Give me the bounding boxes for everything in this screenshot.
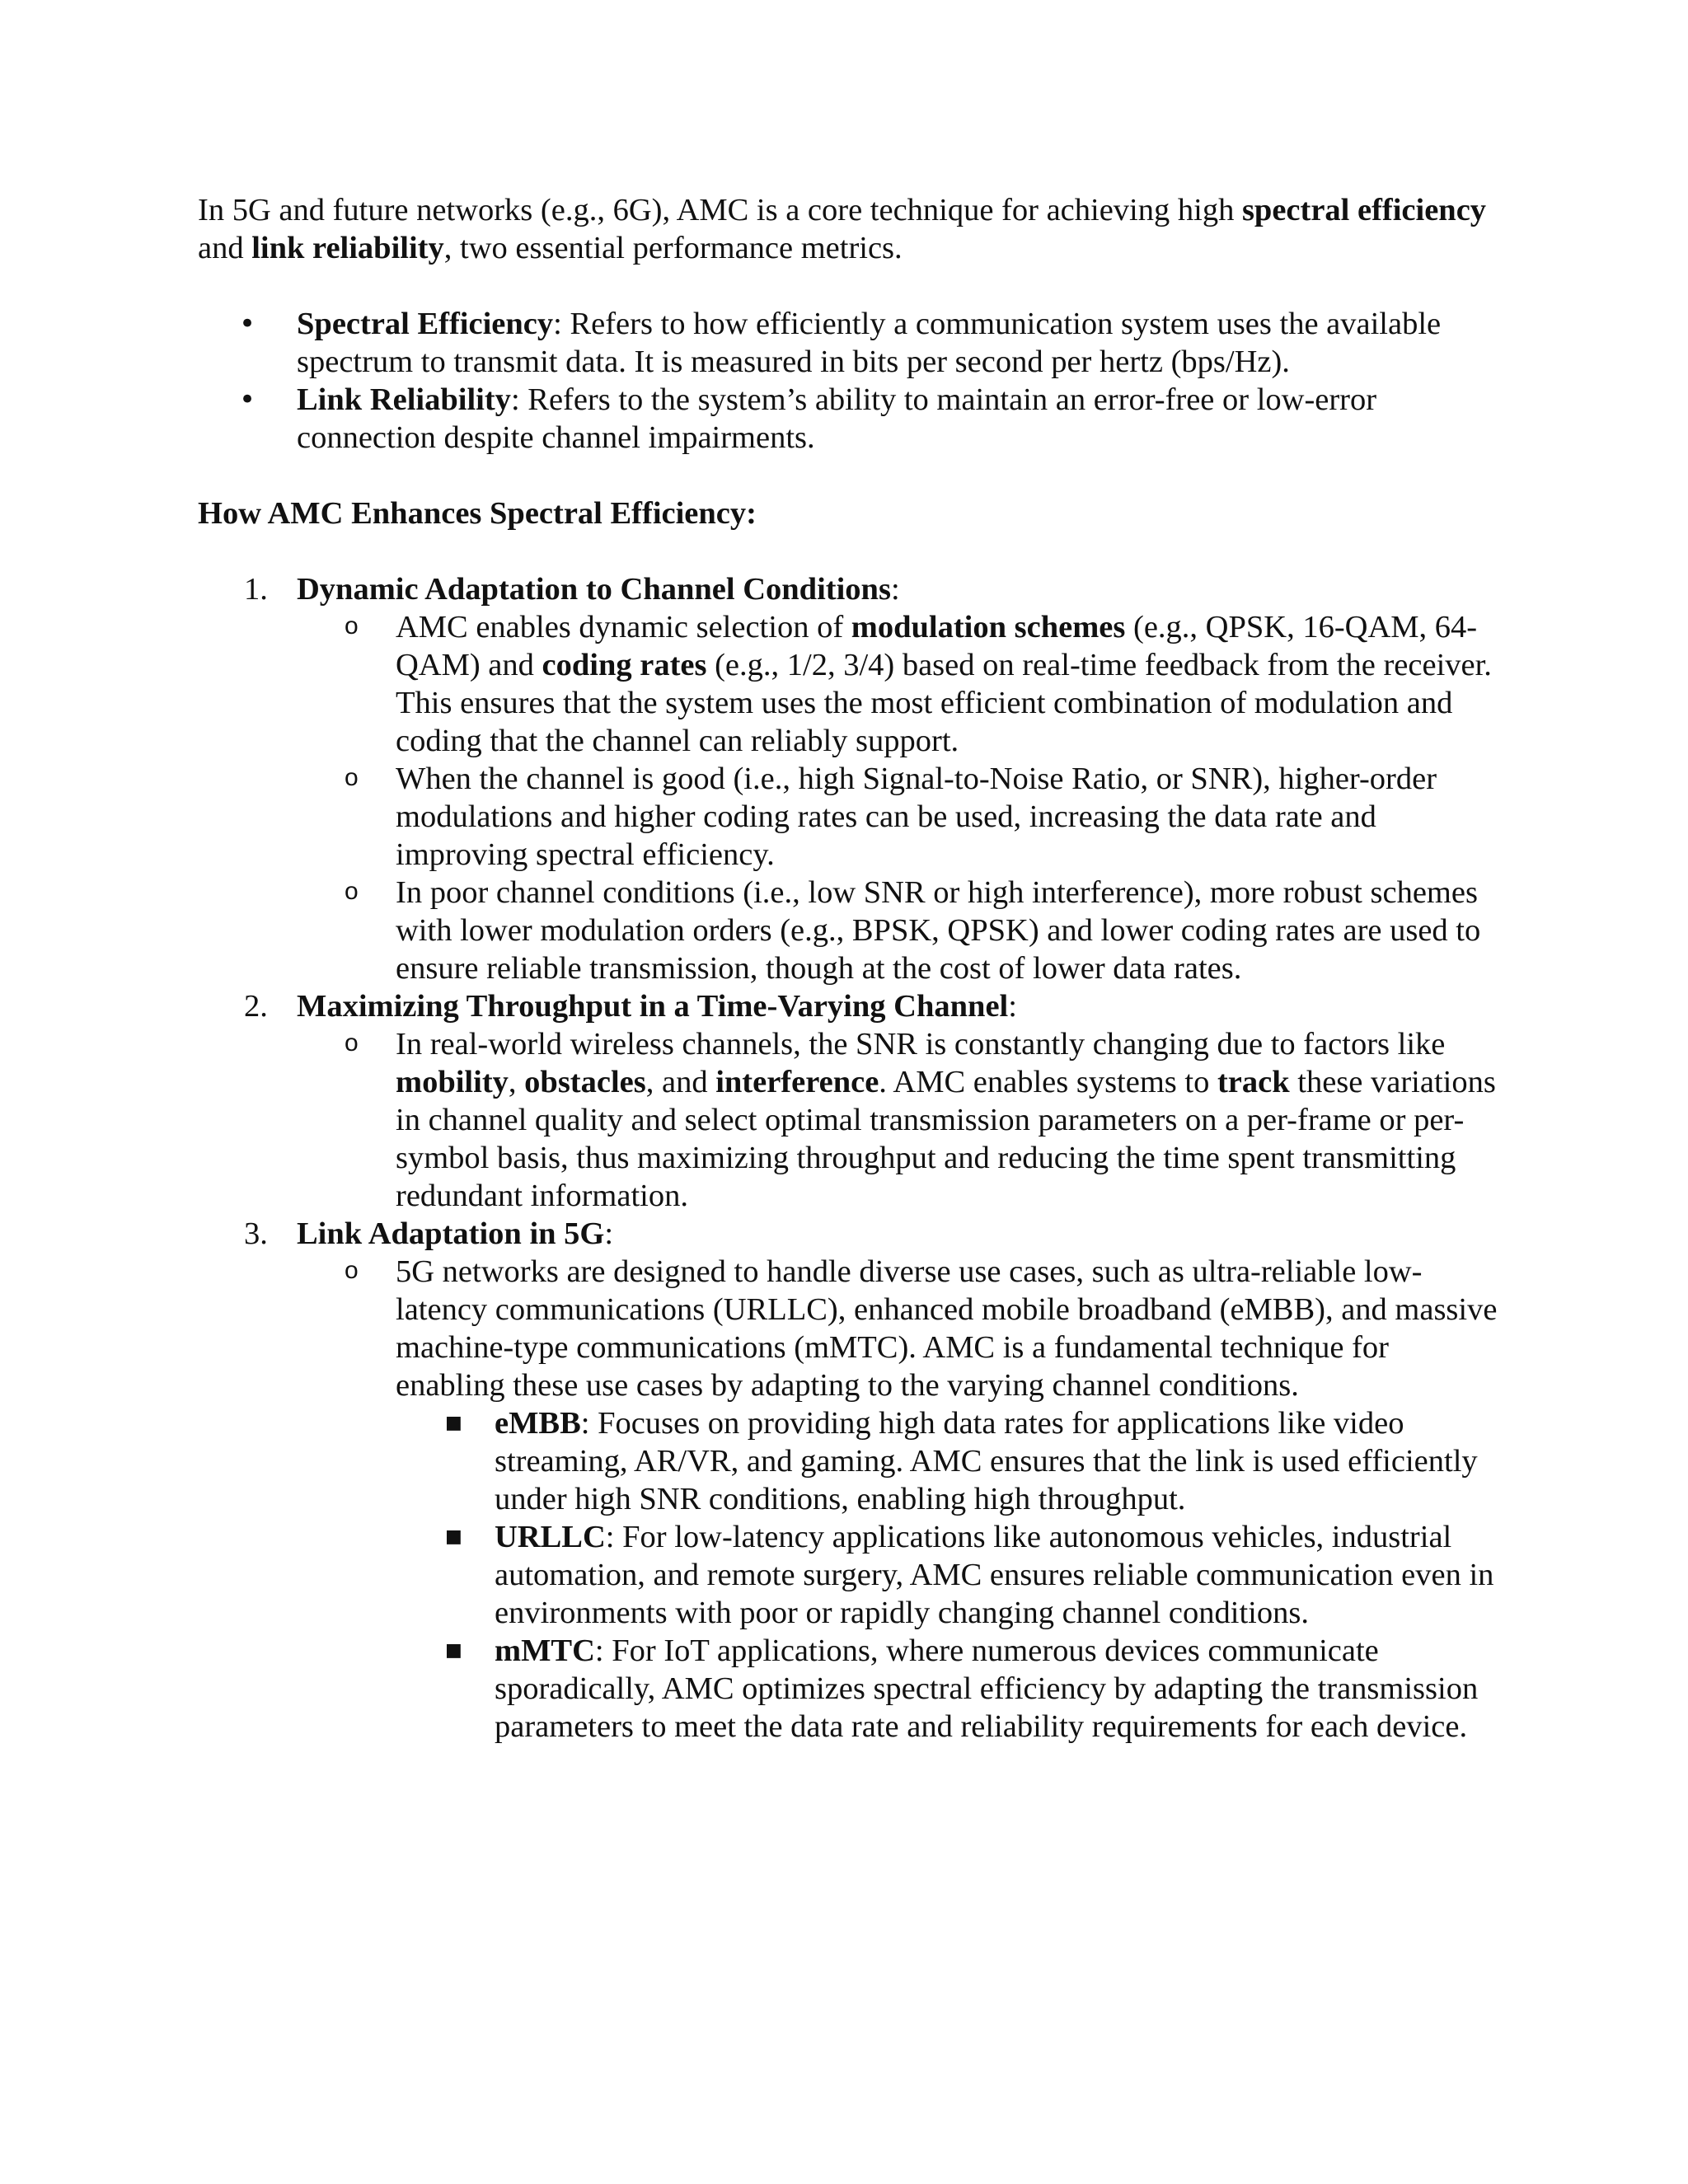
sub-list bbox=[297, 608, 1500, 987]
bullet-link-reliability: • Link Reliability: Refers to the system’s ability to maintain an error-free or low-error connection despite channel impairments. bbox=[239, 382, 1377, 455]
sub-item: o When the channel is good (i.e., high Signal-to-Noise Ratio, or SNR), higher-order modulations and higher coding rates can be used, increasing the data rate and improving spectral efficiency. bbox=[297, 760, 1500, 874]
sub-list bbox=[297, 1025, 1500, 1215]
intro-paragraph: In 5G and future networks (e.g., 6G), AMC is a core technique for achieving high spectral efficiency and link reliability, two essential performance metrics. bbox=[198, 193, 1487, 265]
sub-item: o AMC enables dynamic selection of modulation schemes (e.g., QPSK, 16-QAM, 64-QAM) and coding rates (e.g., 1/2, 3/4) based on real-time feedback from the receiver. This ensures that the system uses the most efficient combination of modulation and coding that the channel can reliably support. bbox=[297, 608, 1500, 760]
sub-item: o In poor channel conditions (i.e., low SNR or high interference), more robust schemes with lower modulation orders (e.g., BPSK, QPSK) and lower coding rates are used to ensure reliable transmission, though at the cost of lower data rates. bbox=[297, 874, 1500, 987]
use-case-urllc: ■ URLLC: For low-latency applications like autonomous vehicles, industrial automation, and remote surgery, AMC ensures reliable communication even in environments with poor or rapidly changing channel conditions. bbox=[445, 1520, 1494, 1630]
bullet-dot-icon: • bbox=[239, 307, 256, 340]
sub-item: o In real-world wireless channels, the SNR is constantly changing due to factors like mobility, obstacles, and interference. AMC enables systems to track these variations in channel quality and select optimal transmission parameters on a per-frame or per-symbol basis, thus maximizing throughput and reducing the time spent transmitting redundant information. bbox=[297, 1025, 1500, 1215]
list-number: 1. bbox=[244, 572, 268, 607]
circle-bullet-icon: o bbox=[345, 612, 359, 640]
list-number: 2. bbox=[244, 989, 268, 1024]
circle-bullet-icon: o bbox=[345, 1257, 359, 1284]
circle-bullet-icon: o bbox=[345, 1029, 359, 1057]
numbered-item-maximizing-throughput: 2. Maximizing Throughput in a Time-Varying Channel: o In real-world wireless channels, the SNR is constantly changing due to factors like mobility, obstacles, and interference. AMC enables systems to track these variations in channel quality and select optimal transmission parameters on a per-frame or per-symbol basis, thus maximizing throughput and reducing the time spent transmitting redundant information. bbox=[198, 987, 1500, 1215]
circle-bullet-icon: o bbox=[345, 764, 359, 791]
bullet-spectral-efficiency: • Spectral Efficiency: Refers to how efficiently a communication system uses the available spectrum to transmit data. It is measured in bits per second per hertz (bps/Hz). bbox=[239, 307, 1442, 379]
section-heading: How AMC Enhances Spectral Efficiency: bbox=[198, 496, 757, 531]
square-bullet-icon: ■ bbox=[445, 1526, 462, 1547]
document-page bbox=[198, 191, 1500, 1746]
square-bullet-icon: ■ bbox=[445, 1413, 462, 1433]
numbered-item-link-adaptation: 3. Link Adaptation in 5G: o 5G networks are designed to handle diverse use cases, such as ultra-reliable low-latency communications (URLLC), enhanced mobile broadband (eMBB), and massive machine-type communications (mMTC). AMC is a fundamental technique for enabling these use cases by adapting to the varying channel conditions. ■ eMBB: Focuses on providing high data rates for applications like video streaming, AR/VR, and gaming. AMC ensures that the link is used efficiently under high SNR conditions, enabling high throughput. ■ URLLC: For low-latency applications like autonomous vehicles, industrial automation, and remote surgery, AMC ensures reliable communication even in environments with poor or rapidly changing channel conditions. ■ mMTC: For IoT applications, where numerous devices communicate sporadically, AMC optimizes spectral efficiency by adapting the transmission parameters to meet the data rate and reliability requirements for each device. bbox=[198, 1215, 1500, 1746]
use-case-mmtc: ■ mMTC: For IoT applications, where numerous devices communicate sporadically, AMC optimizes spectral efficiency by adapting the transmission parameters to meet the data rate and reliability requirements for each device. bbox=[445, 1633, 1479, 1744]
numbered-item-dynamic-adaptation: 1. Dynamic Adaptation to Channel Conditions: o AMC enables dynamic selection of modulation schemes (e.g., QPSK, 16-QAM, 64-QAM) and coding rates (e.g., 1/2, 3/4) based on real-time feedback from the receiver. This ensures that the system uses the most efficient combination of modulation and coding that the channel can reliably support. o When the channel is good (i.e., high Signal-to-Noise Ratio, or SNR), higher-order modulations and higher coding rates can be used, increasing the data rate and improving spectral efficiency. o In poor channel conditions (i.e., low SNR or high interference), more robust schemes with lower modulation orders (e.g., BPSK, QPSK) and lower coding rates are used to ensure reliable transmission, though at the cost of lower data rates. bbox=[198, 570, 1500, 987]
bullet-dot-icon: • bbox=[239, 383, 256, 416]
numbered-list bbox=[198, 570, 1500, 1746]
use-case-list bbox=[396, 1404, 1500, 1746]
sub-list bbox=[297, 1253, 1500, 1746]
sub-item: o 5G networks are designed to handle diverse use cases, such as ultra-reliable low-latency communications (URLLC), enhanced mobile broadband (eMBB), and massive machine-type communications (mMTC). AMC is a fundamental technique for enabling these use cases by adapting to the varying channel conditions. ■ eMBB: Focuses on providing high data rates for applications like video streaming, AR/VR, and gaming. AMC ensures that the link is used efficiently under high SNR conditions, enabling high throughput. ■ URLLC: For low-latency applications like autonomous vehicles, industrial automation, and remote surgery, AMC ensures reliable communication even in environments with poor or rapidly changing channel conditions. ■ mMTC: For IoT applications, where numerous devices communicate sporadically, AMC optimizes spectral efficiency by adapting the transmission parameters to meet the data rate and reliability requirements for each device. bbox=[297, 1253, 1500, 1746]
metrics-bullet-list bbox=[198, 305, 1500, 457]
list-number: 3. bbox=[244, 1216, 268, 1251]
use-case-embb: ■ eMBB: Focuses on providing high data rates for applications like video streaming, AR/VR, and gaming. AMC ensures that the link is used efficiently under high SNR conditions, enabling high throughput. bbox=[445, 1406, 1478, 1516]
square-bullet-icon: ■ bbox=[445, 1640, 462, 1661]
circle-bullet-icon: o bbox=[345, 878, 359, 905]
